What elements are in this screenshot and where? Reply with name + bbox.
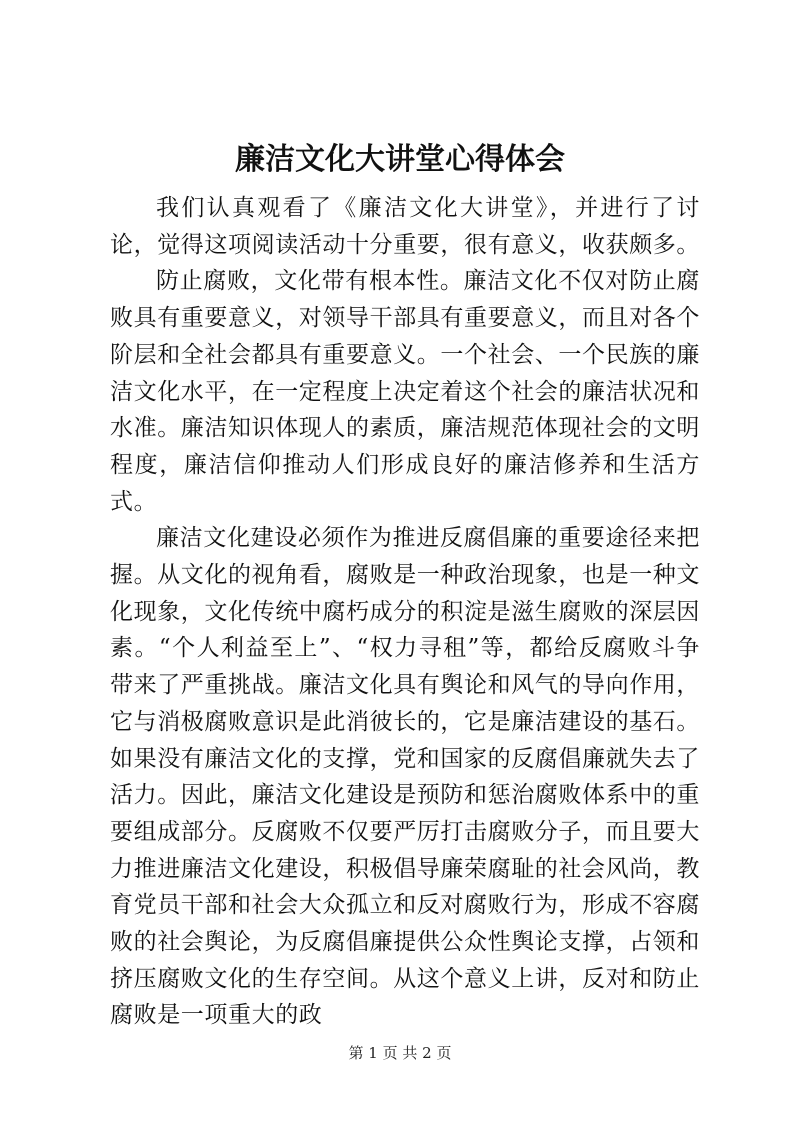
paragraph-1: 我们认真观看了《廉洁文化大讲堂》，并进行了讨论，觉得这项阅读活动十分重要，很有意义，收获颇多。	[110, 195, 700, 258]
document-title: 廉洁文化大讲堂心得体会	[235, 142, 565, 177]
page-number-label: 第 1 页 共 2 页	[348, 1044, 452, 1062]
paragraph-2: 防止腐败，文化带有根本性。廉洁文化不仅对防止腐败具有重要意义，对领导干部具有重要意义，而且对各个阶层和全社会都具有重要意义。一个社会、一个民族的廉洁文化水平，在一定程度上决定着这个社会的廉洁状况和水准。廉洁知识体现人的素质，廉洁规范体现社会的文明程度，廉洁信仰推动人们形成良好的廉洁修养和生活方式。	[110, 268, 700, 515]
document-body	[110, 190, 700, 1034]
page-footer	[0, 1043, 800, 1063]
paragraph-3: 廉洁文化建设必须作为推进反腐倡廉的重要途径来把握。从文化的视角看，腐败是一种政治现象，也是一种文化现象，文化传统中腐朽成分的积淀是滋生腐败的深层因素。“个人利益至上”、“权力寻租”等，都给反腐败斗争带来了严重挑战。廉洁文化具有舆论和风气的导向作用，它与消极腐败意识是此消彼长的，它是廉洁建设的基石。如果没有廉洁文化的支撑，党和国家的反腐倡廉就失去了活力。因此，廉洁文化建设是预防和惩治腐败体系中的重要组成部分。反腐败不仅要严厉打击腐败分子，而且要大力推进廉洁文化建设，积极倡导廉荣腐耻的社会风尚，教育党员干部和社会大众孤立和反对腐败行为，形成不容腐败的社会舆论，为反腐倡廉提供公众性舆论支撑，占领和挤压腐败文化的生存空间。从这个意义上讲，反对和防止腐败是一项重大的政	[110, 525, 700, 1029]
